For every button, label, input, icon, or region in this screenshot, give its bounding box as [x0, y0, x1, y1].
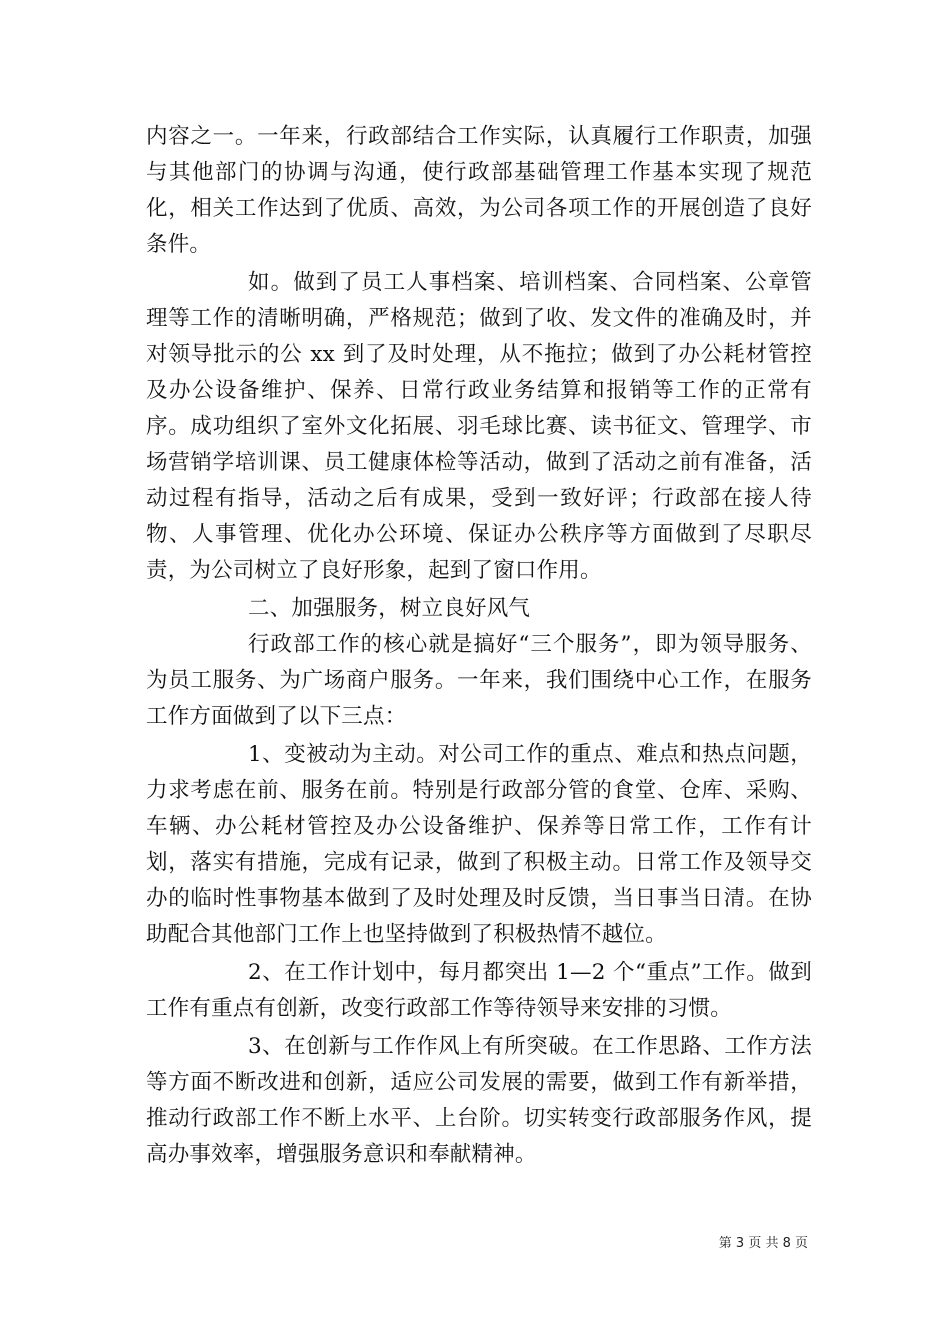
paragraph-point-2: 2、在工作计划中，每月都突出 1—2 个“重点”工作。做到工作有重点有创新，改变行政部工作等待领导来安排的习惯。 — [146, 960, 812, 1021]
paragraph-service-intro: 行政部工作的核心就是搞好“三个服务”，即为领导服务、为员工服务、为广场商户服务。一年来，我们围绕中心工作，在服务工作方面做到了以下三点： — [146, 632, 812, 729]
document-body — [146, 119, 812, 1173]
paragraph-achievements: 如。做到了员工人事档案、培训档案、合同档案、公章管理等工作的清晰明确，严格规范；做到了收、发文件的准确及时，并对领导批示的公 xx 到了及时处理，从不拖拉；做到了办公耗材管控及办公设备维护、保养、日常行政业务结算和报销等工作的正常有序。成功组织了室外文化拓展、羽毛球比赛、读书征文、管理学、市场营销学培训课、员工健康体检等活动，做到了活动之前有准备，活动过程有指导，活动之后有成果，受到一致好评；行政部在接人待物、人事管理、优化办公环境、保证办公秩序等方面做到了尽职尽责，为公司树立了良好形象，起到了窗口作用。 — [146, 270, 812, 583]
paragraph-continuation: 内容之一。一年来，行政部结合工作实际，认真履行工作职责，加强与其他部门的协调与沟通，使行政部基础管理工作基本实现了规范化，相关工作达到了优质、高效，为公司各项工作的开展创造了良好条件。 — [146, 124, 812, 257]
page-number: 第 3 页 共 8 页 — [718, 1236, 808, 1251]
paragraph-point-1: 1、变被动为主动。对公司工作的重点、难点和热点问题，力求考虑在前、服务在前。特别是行政部分管的食堂、仓库、采购、车辆、办公耗材管控及办公设备维护、保养等日常工作，工作有计划，落实有措施，完成有记录，做到了积极主动。日常工作及领导交办的临时性事物基本做到了及时处理及时反馈，当日事当日清。在协助配合其他部门工作上也坚持做到了积极热情不越位。 — [146, 742, 812, 947]
section-heading: 二、加强服务，树立良好风气 — [248, 596, 531, 621]
paragraph-point-3: 3、在创新与工作作风上有所突破。在工作思路、工作方法等方面不断改进和创新，适应公司发展的需要，做到工作有新举措，推动行政部工作不断上水平、上台阶。切实转变行政部服务作风，提高办事效率，增强服务意识和奉献精神。 — [146, 1034, 812, 1167]
